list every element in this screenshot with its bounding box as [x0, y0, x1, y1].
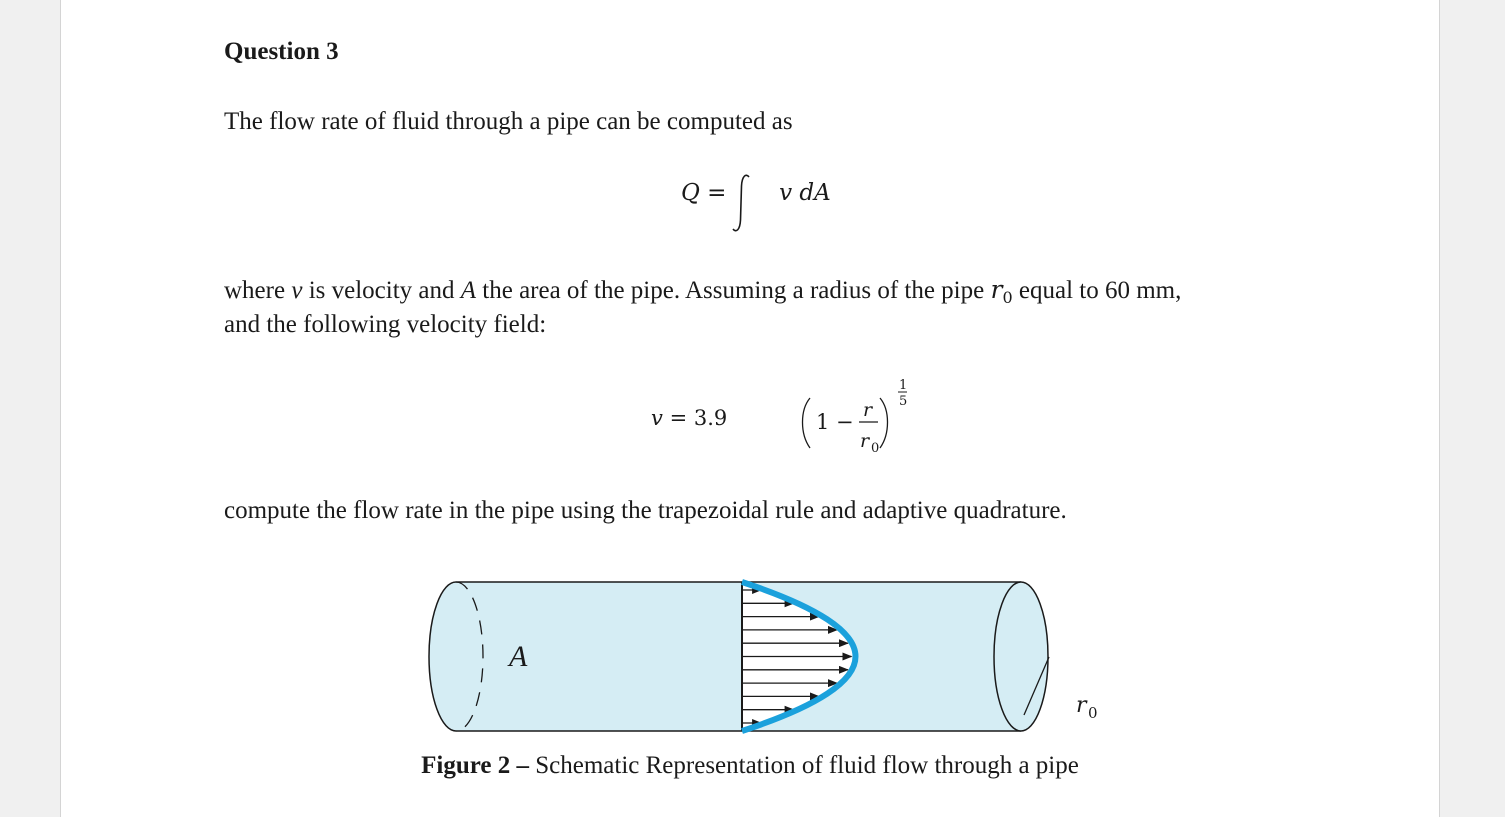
eq2-coefficient: 3.9 — [693, 406, 728, 430]
intro-paragraph: The flow rate of fluid through a pipe can be computed as — [224, 108, 793, 135]
eq2-lhs: v — [651, 406, 663, 430]
velocity-equation — [651, 406, 727, 430]
caption-label: Figure 2 – — [421, 752, 529, 779]
def-text-1: where — [224, 277, 292, 304]
def-var-r: r — [990, 275, 1003, 304]
pipe-body — [456, 582, 1021, 731]
eq2-right-paren — [880, 398, 888, 448]
question-title: Question 3 — [224, 38, 339, 65]
eq1-integrand: v dA — [779, 180, 831, 206]
radius-label-sub: 0 — [1088, 704, 1098, 722]
eq1-equals: = — [707, 180, 727, 206]
def-var-r-sub: 0 — [1002, 288, 1013, 307]
area-label: A — [509, 640, 528, 673]
definition-paragraph-line2: and the following velocity field: — [224, 311, 547, 338]
def-var-a: A — [460, 277, 477, 304]
eq2-exponent-den: 5 — [899, 394, 908, 409]
def-text-2: is velocity and — [302, 277, 461, 304]
eq2-one: 1 — [816, 410, 830, 434]
pipe-right-cap — [994, 582, 1048, 731]
eq2-minus: − — [836, 410, 854, 434]
def-var-v: v — [291, 277, 303, 304]
def-text-3: the area of the pipe. Assuming a radius of the pipe — [476, 277, 991, 304]
eq2-denominator-sub: 0 — [871, 441, 880, 456]
def-text-4: equal to 60 mm, — [1012, 277, 1182, 304]
radius-label: r — [1076, 693, 1087, 718]
velocity-equation-body — [794, 372, 924, 462]
eq2-exponent-num: 1 — [899, 378, 908, 393]
task-paragraph: compute the flow rate in the pipe using the trapezoidal rule and adaptive quadrature. — [224, 497, 1067, 524]
figure-caption — [61, 752, 1439, 780]
eq2-denominator: r — [860, 430, 870, 452]
eq2-left-paren — [803, 398, 811, 448]
eq2-equals: = — [669, 406, 688, 430]
eq2-numerator: r — [863, 399, 873, 421]
caption-text: Schematic Representation of fluid flow through a pipe — [529, 752, 1079, 779]
pipe-flow-figure — [429, 575, 1098, 740]
eq1-lhs: Q — [681, 180, 700, 206]
document-page — [60, 0, 1440, 817]
integral-sign-icon — [727, 172, 757, 234]
